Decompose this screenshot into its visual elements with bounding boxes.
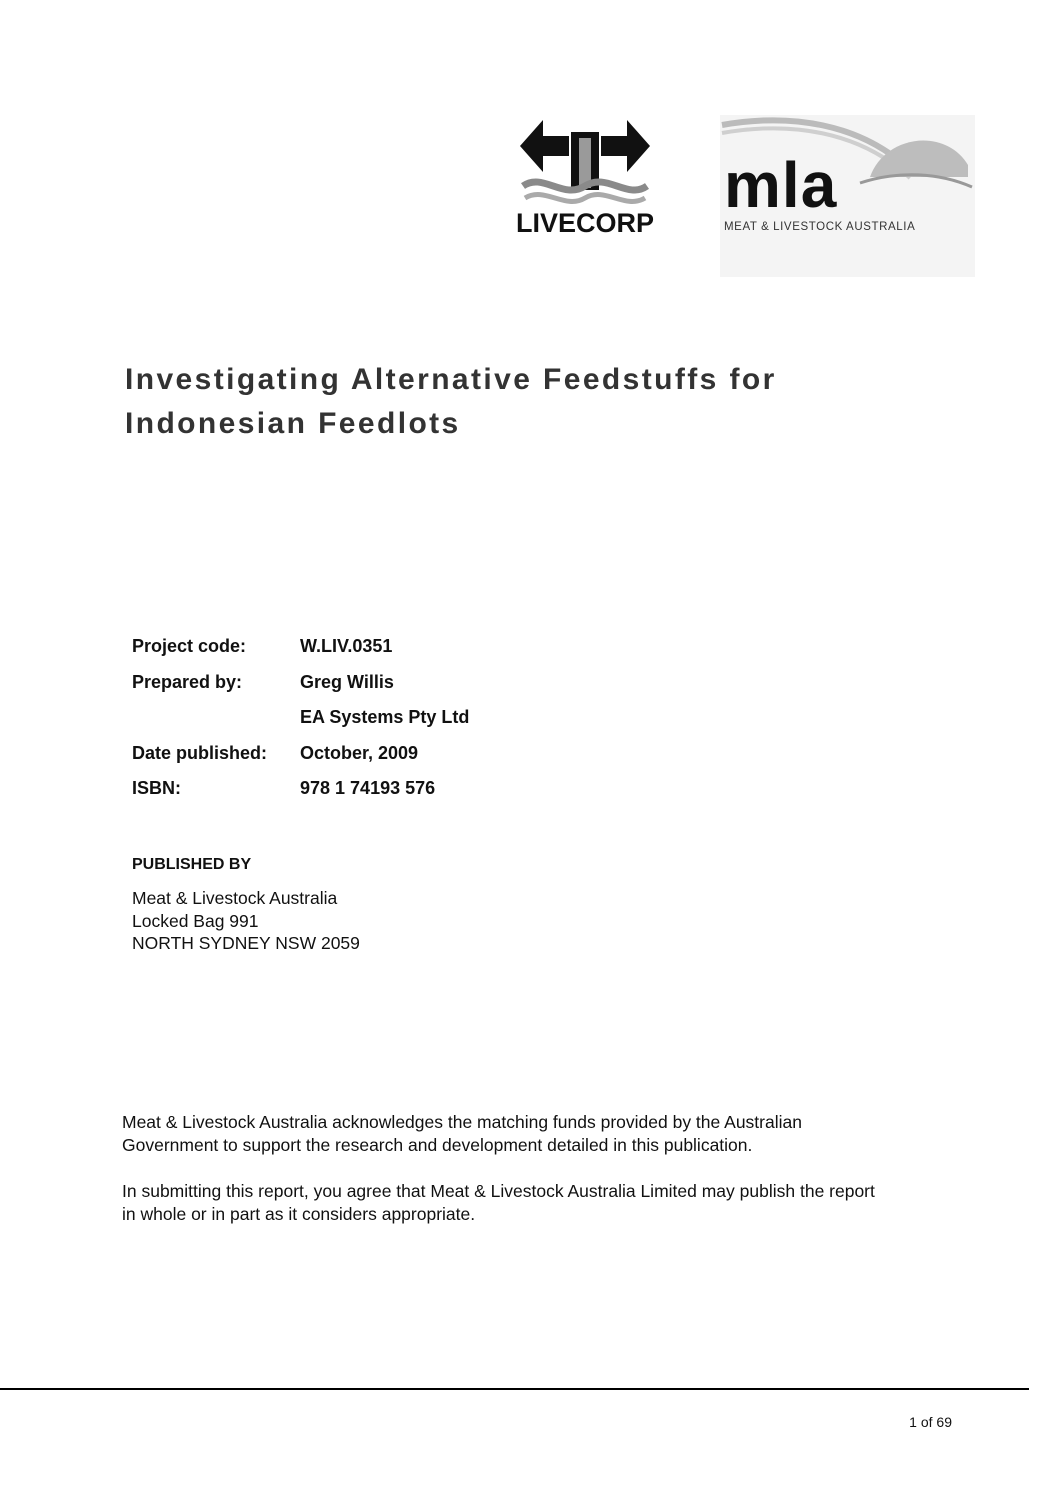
project-code-value: W.LIV.0351: [300, 636, 393, 656]
project-code-label: Project code:: [132, 636, 247, 656]
publisher-locked-bag: Locked Bag 991: [132, 910, 259, 931]
date-published-value: October, 2009: [300, 742, 419, 763]
mla-logo: [720, 115, 975, 277]
page-number: 1 of 69: [909, 1414, 952, 1430]
disclaimer-line-2: in whole or in part as it considers appropriate.: [122, 1203, 476, 1224]
prepared-by-org: EA Systems Pty Ltd: [300, 707, 470, 727]
prepared-by-value: Greg Willis: [300, 671, 394, 692]
acknowledgement-line-1: Meat & Livestock Australia acknowledges the matching funds provided by the Australian: [122, 1112, 802, 1132]
prepared-by-label: Prepared by:: [132, 671, 243, 692]
disclaimer-line-1: In submitting this report, you agree that Meat & Livestock Australia Limited may publish the report: [122, 1181, 875, 1201]
isbn-value: 978 1 74193 576: [300, 778, 436, 798]
livecorp-emblem-icon: [515, 108, 655, 238]
published-by-heading: PUBLISHED BY: [132, 856, 252, 873]
publisher-address: [132, 887, 360, 955]
acknowledgement-line-2: Government to support the research and development detailed in this publication.: [122, 1134, 753, 1155]
document-title: [125, 358, 925, 446]
svg-text:MEAT & LIVESTOCK AUSTRALIA: MEAT & LIVESTOCK AUSTRALIA: [724, 221, 916, 233]
mla-emblem-icon: [720, 115, 975, 277]
date-published-label: Date published:: [132, 742, 268, 763]
publisher-city: NORTH SYDNEY NSW 2059: [132, 933, 360, 953]
isbn-label: ISBN:: [132, 778, 181, 798]
disclaimer-paragraph: [122, 1180, 1002, 1225]
svg-text:LIVECORP: LIVECORP: [515, 208, 655, 238]
livecorp-logo: [515, 108, 655, 238]
acknowledgement-paragraph: [122, 1111, 1002, 1156]
publisher-name: Meat & Livestock Australia: [132, 888, 338, 908]
title-line-1: Investigating Alternative Feedstuffs for: [125, 363, 777, 396]
svg-text:mla: mla: [724, 149, 838, 221]
title-line-2: Indonesian Feedlots: [125, 407, 461, 440]
footer-divider: [0, 1388, 1029, 1390]
